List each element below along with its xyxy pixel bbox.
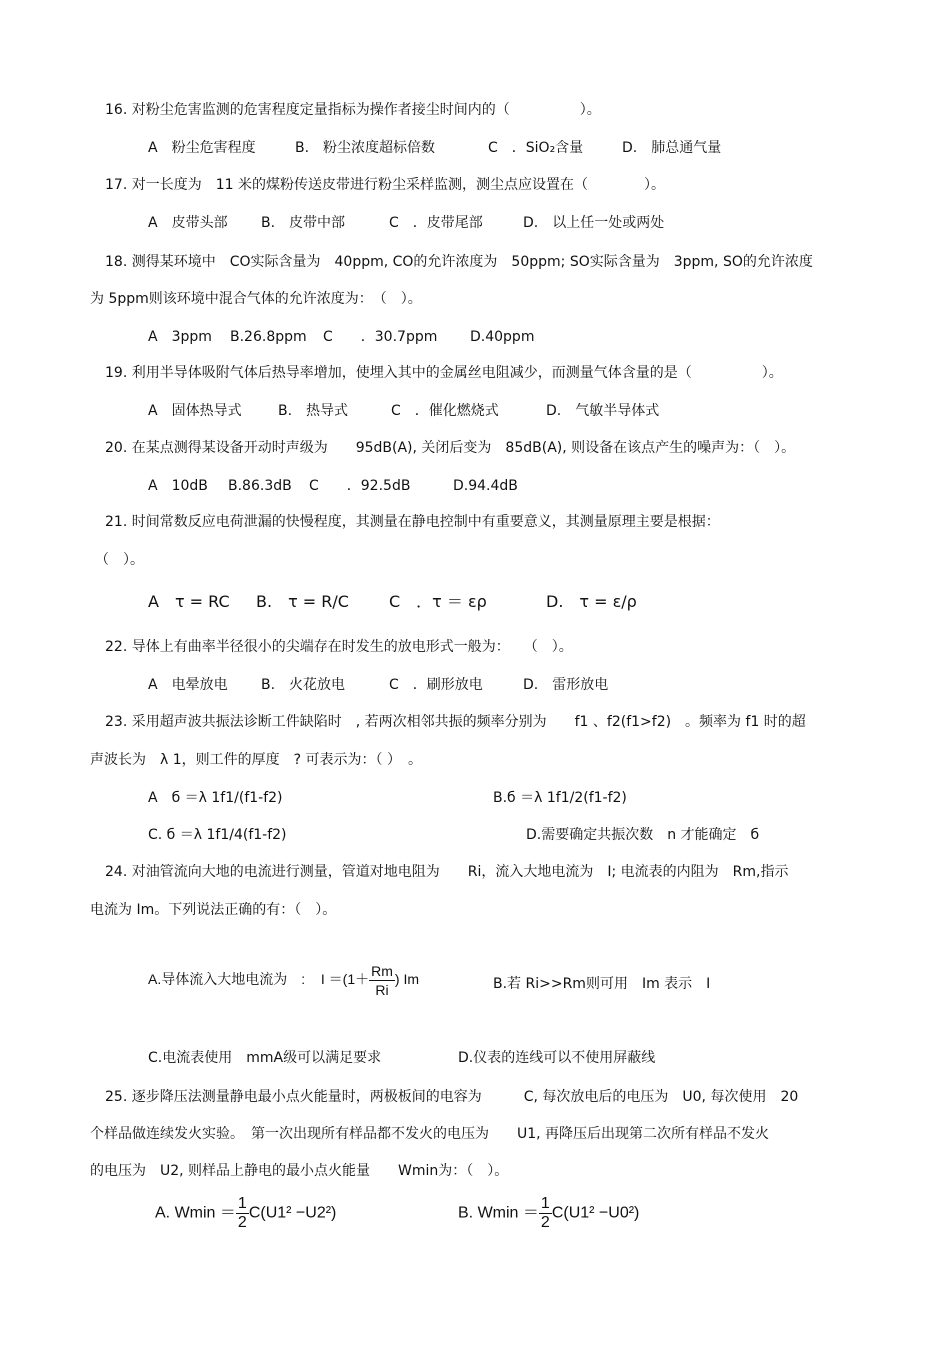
q17-option-c: C ．皮带尾部 <box>389 215 483 231</box>
q23-option-a: A б ＝λ 1f1/(f1-f2) <box>148 790 283 806</box>
q18-option-d: D.40ppm <box>470 329 535 345</box>
q25-option-b <box>458 1195 639 1232</box>
q24-option-a-lhs: I ＝(1＋ <box>320 971 370 988</box>
q19-option-c: C ．催化燃烧式 <box>391 403 499 419</box>
q21-stem-line2: （ ）。 <box>95 552 144 568</box>
q16-stem: 16. 对粉尘危害监测的危害程度定量指标为操作者接尘时间内的（ ）。 <box>105 102 601 118</box>
q17-stem: 17. 对一长度为 11 米的煤粉传送皮带进行粉尘采样监测，测尘点应设置在（ ）。 <box>105 177 665 193</box>
q24-option-d: D.仪表的连线可以不使用屏蔽线 <box>458 1050 656 1066</box>
q24-option-c: C.电流表使用 mmA级可以满足要求 <box>148 1050 382 1066</box>
q25-option-a-prefix: A. Wmin ＝ <box>155 1204 236 1222</box>
q25-option-b-fraction <box>539 1195 552 1232</box>
q16-option-a: A 粉尘危害程度 <box>148 140 256 156</box>
q24-stem-line2: 电流为 Im。下列说法正确的有：（ ）。 <box>90 902 337 918</box>
q25-option-b-prefix: B. Wmin ＝ <box>458 1204 539 1222</box>
q18-stem-line2: 为 5ppm则该环境中混合气体的允许浓度为： （ ）。 <box>90 291 422 307</box>
q24-option-a-rhs: ) Im <box>394 971 420 988</box>
q23-option-d: D.需要确定共振次数 n 才能确定 б <box>526 827 760 843</box>
q25-option-a-rhs: C(U1² −U2²) <box>248 1204 337 1222</box>
q21-option-d: D. τ = ε/ρ <box>546 592 637 611</box>
q21-stem-line1: 21. 时间常数反应电荷泄漏的快慢程度，其测量在静电控制中有重要意义，其测量原理主要是根据： <box>105 514 720 530</box>
q25-stem-line2: 个样品做连续发火实验。 第一次出现所有样品都不发火的电压为 U1, 再降压后出现第二次所有样品不发火 <box>90 1126 770 1142</box>
q16-option-d: D. 肺总通气量 <box>622 140 722 156</box>
q19-stem: 19. 利用半导体吸附气体后热导率增加，使埋入其中的金属丝电阻减少，而测量气体含量的是（ ）。 <box>105 365 783 381</box>
q24-option-a-prefix: A.导体流入大地电流为 : <box>148 971 306 988</box>
q24-option-a-fraction <box>369 962 395 999</box>
q22-option-a: A 电晕放电 <box>148 677 228 693</box>
q23-option-b: B.б ＝λ 1f1/2(f1-f2) <box>493 790 627 806</box>
q20-option-b: B.86.3dB <box>228 478 292 494</box>
q24-fraction-denominator: Ri <box>375 982 389 998</box>
q25-option-b-numerator: 1 <box>540 1195 550 1212</box>
q20-option-d: D.94.4dB <box>453 478 518 494</box>
q22-stem: 22. 导体上有曲率半径很小的尖端存在时发生的放电形式一般为： （ ）。 <box>105 639 573 655</box>
q18-option-a: A 3ppm <box>148 329 212 345</box>
q21-option-b: B. τ = R/C <box>256 592 349 611</box>
q24-option-b: B.若 Ri>>Rm则可用 Im 表示 I <box>493 976 711 992</box>
q17-option-a: A 皮带头部 <box>148 215 228 231</box>
q22-option-d: D. 雷形放电 <box>523 677 609 693</box>
q21-option-c: C ．τ ＝ ερ <box>389 592 487 611</box>
q18-option-b: B.26.8ppm <box>230 329 307 345</box>
q25-option-a-denominator: 2 <box>237 1214 247 1231</box>
q16-option-c: C ．SiO₂含量 <box>488 140 584 156</box>
q24-fraction-numerator: Rm <box>371 963 393 979</box>
q20-option-a: A 10dB <box>148 478 208 494</box>
q24-option-a <box>148 962 419 999</box>
q19-option-d: D. 气敏半导体式 <box>546 403 660 419</box>
q25-option-b-denominator: 2 <box>540 1214 550 1231</box>
q17-option-b: B. 皮带中部 <box>261 215 346 231</box>
q25-stem-line1: 25. 逐步降压法测量静电最小点火能量时，两极板间的电容为 C, 每次放电后的电压为 U0, 每次使用 20 <box>105 1089 799 1105</box>
q20-stem: 20. 在某点测得某设备开动时声级为 95dB(A), 关闭后变为 85dB(A), 则设备在该点产生的噪声为：（ ）。 <box>105 440 796 456</box>
q23-stem-line1: 23. 采用超声波共振法诊断工件缺陷时 , 若两次相邻共振的频率分别为 f1 、f2(f1>f2) 。频率为 f1 时的超 <box>105 714 806 730</box>
q23-option-c: C. б ＝λ 1f1/4(f1-f2) <box>148 827 287 843</box>
q25-option-a-numerator: 1 <box>237 1195 247 1212</box>
q25-option-a-fraction <box>236 1195 249 1232</box>
q21-option-a: A τ = RC <box>148 592 230 611</box>
q25-option-b-rhs: C(U1² −U0²) <box>551 1204 640 1222</box>
q22-option-c: C ．刷形放电 <box>389 677 483 693</box>
q24-stem-line1: 24. 对油管流向大地的电流进行测量，管道对地电阻为 Ri，流入大地电流为 I; 电流表的内阻为 Rm,指示 <box>105 864 789 880</box>
q18-stem-line1: 18. 测得某环境中 CO实际含量为 40ppm, CO的允许浓度为 50ppm; SO实际含量为 3ppm, SO的允许浓度 <box>105 254 813 270</box>
q22-option-b: B. 火花放电 <box>261 677 346 693</box>
q25-option-a <box>155 1195 336 1232</box>
q19-option-a: A 固体热导式 <box>148 403 242 419</box>
q17-option-d: D. 以上任一处或两处 <box>523 215 665 231</box>
q25-stem-line3: 的电压为 U2, 则样品上静电的最小点火能量 Wmin为：（ ）。 <box>90 1163 509 1179</box>
q20-option-c: C ．92.5dB <box>309 478 411 494</box>
q18-option-c: C ．30.7ppm <box>323 329 438 345</box>
q19-option-b: B. 热导式 <box>278 403 349 419</box>
q16-option-b: B. 粉尘浓度超标倍数 <box>295 140 436 156</box>
q23-stem-line2: 声波长为 λ 1，则工件的厚度 ? 可表示为：（ ） 。 <box>90 752 422 768</box>
